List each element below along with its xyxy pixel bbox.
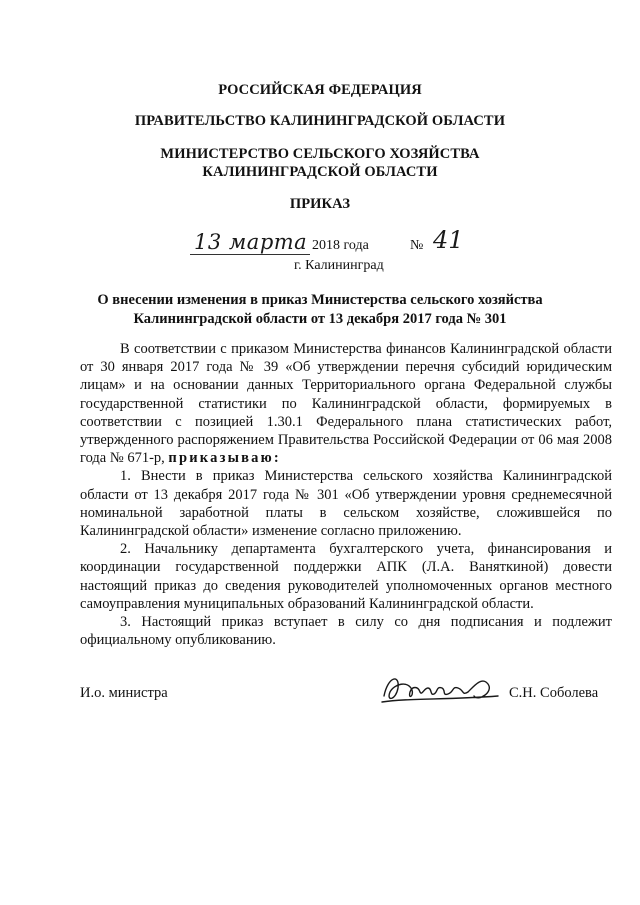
handwritten-signature: [378, 666, 518, 712]
document-type: ПРИКАЗ: [289, 196, 351, 212]
city: г. Калининград: [294, 258, 384, 273]
order-title: [60, 291, 580, 329]
order-title-line1: О внесении изменения в приказ Министерства сельского хозяйства: [97, 292, 543, 308]
number-sign: №: [410, 238, 424, 253]
order-title-line2: Калининградской области от 13 декабря 2017 года № 301: [133, 311, 507, 327]
signer-name: С.Н. Соболева: [509, 685, 599, 701]
handwritten-date: 13 марта: [194, 230, 308, 254]
header-ministry-line2: КАЛИНИНГРАДСКОЙ ОБЛАСТИ: [202, 164, 438, 180]
header-country: РОССИЙСКАЯ ФЕДЕРАЦИЯ: [218, 82, 422, 98]
signer-position: И.о. министра: [80, 685, 168, 701]
clause-3: 3. Настоящий приказ вступает в силу со дня подписания и подлежит официальному опубликованию.: [80, 614, 612, 649]
preamble-text: В соответствии с приказом Министерства финансов Калининградской области от 30 января 2017 года № 39 «Об утверждении перечня субсидий юридическим лицам» и на основании данных Территориального органа Федеральной службы государственной статистики по Калининградской области, формируемых в соответствии с позицией 1.30.1 Федерального плана статистических работ, утвержденного распоряжением Правительства Российской Федерации от 06 мая 2008 года № 671-р,: [80, 341, 612, 467]
preamble-paragraph: [80, 340, 612, 467]
order-body: [80, 340, 612, 649]
handwritten-order-number: 41: [433, 226, 464, 254]
order-keyword: приказываю:: [168, 450, 281, 467]
header-government: ПРАВИТЕЛЬСТВО КАЛИНИНГРАДСКОЙ ОБЛАСТИ: [134, 113, 506, 129]
date-year: 2018 года: [312, 238, 369, 253]
clause-1: 1. Внести в приказ Министерства сельского хозяйства Калининградской области от 13 декабря 2017 года № 301 «Об утверждении уровня среднемесячной номинальной заработной платы в сельском хозяйстве, сложившейся по Калининградской области» изменение согласно приложению.: [80, 468, 612, 540]
header-ministry-line1: МИНИСТЕРСТВО СЕЛЬСКОГО ХОЗЯЙСТВА: [160, 146, 480, 162]
date-underline: [190, 254, 310, 255]
clause-2: 2. Начальнику департамента бухгалтерского учета, финансирования и координации государственной поддержки АПК (Л.А. Ваняткиной) довести настоящий приказ до сведения руководителей уполномоченных органов местного самоуправления муниципальных образований Калининградской области.: [80, 541, 612, 612]
